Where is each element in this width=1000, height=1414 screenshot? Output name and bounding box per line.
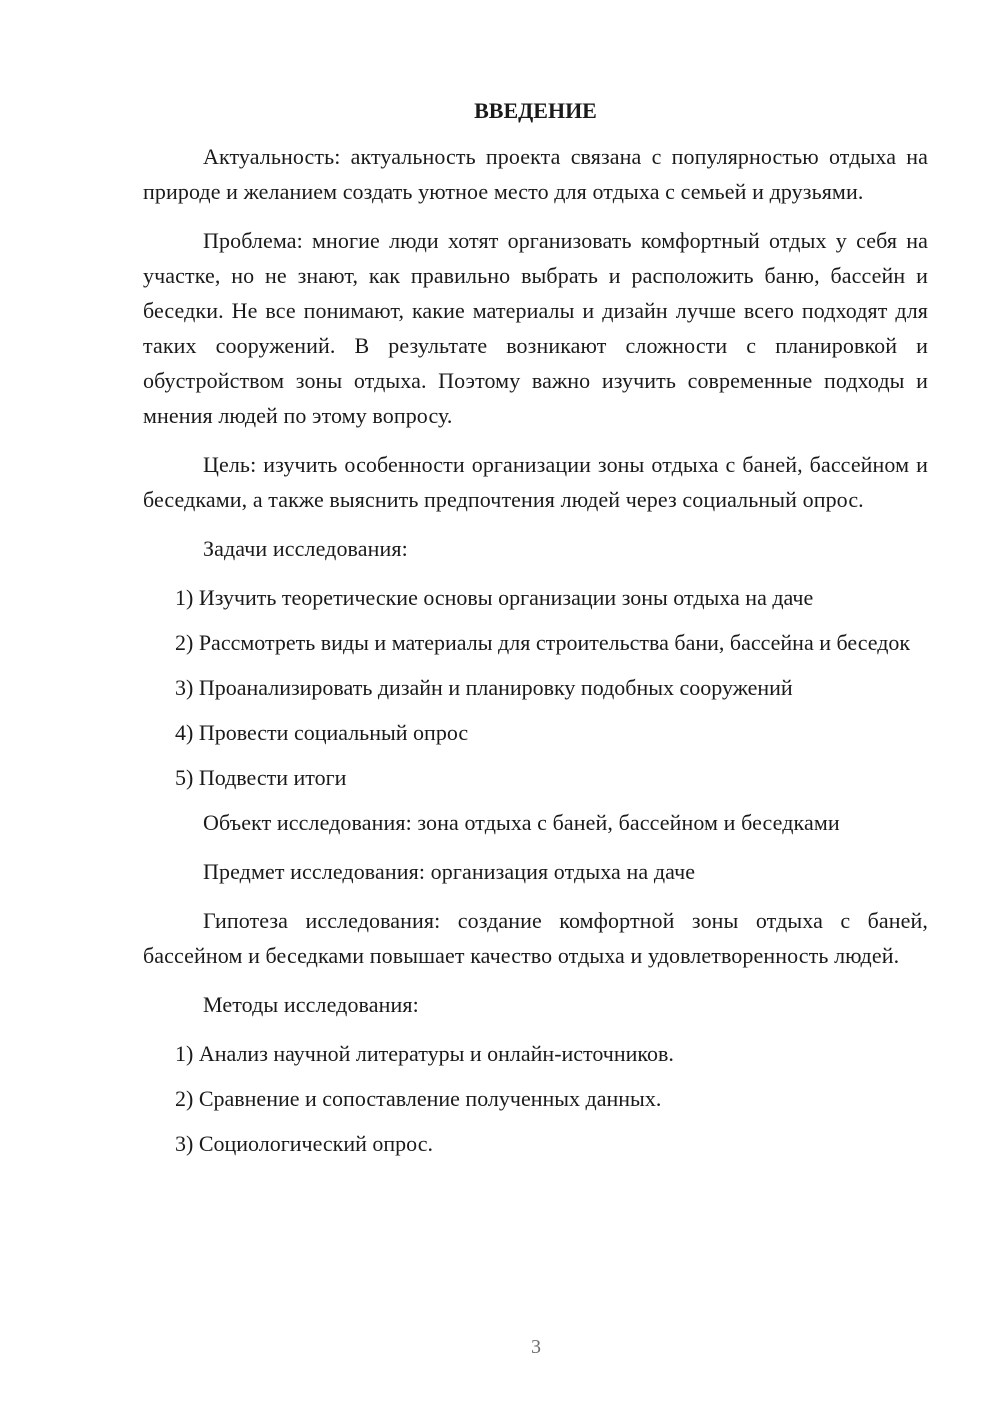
method-item-1: 1) Анализ научной литературы и онлайн-источников. (175, 1041, 674, 1066)
task-item-1: 1) Изучить теоретические основы организации зоны отдыха на даче (175, 585, 814, 610)
task-item-3: 3) Проанализировать дизайн и планировку подобных сооружений (175, 675, 793, 700)
problem-paragraph: Проблема: многие люди хотят организовать комфортный отдых у себя на участке, но не знают, как правильно выбрать и расположить баню, бассейн и беседки. Не все понимают, какие материалы и дизайн лучше всего подходят для таких сооружений. В результате возникают сложности с планировкой и обустройством зоны отдыха. Поэтому важно изучить современные подходы и мнения людей по этому вопросу. (143, 228, 928, 428)
methods-heading: Методы исследования: (203, 992, 419, 1017)
task-item-4: 4) Провести социальный опрос (175, 720, 469, 745)
tasks-heading: Задачи исследования: (203, 536, 408, 561)
page-title: ВВЕДЕНИЕ (474, 98, 597, 123)
task-item-2: 2) Рассмотреть виды и материалы для строительства бани, бассейна и беседок (175, 630, 911, 655)
method-item-2: 2) Сравнение и сопоставление полученных данных. (175, 1086, 662, 1111)
object-paragraph: Объект исследования: зона отдыха с баней, бассейном и беседками (203, 810, 840, 835)
goal-paragraph: Цель: изучить особенности организации зоны отдыха с баней, бассейном и беседками, а также выяснить предпочтения людей через социальный опрос. (143, 452, 928, 512)
subject-paragraph: Предмет исследования: организация отдыха на даче (203, 859, 696, 884)
page-number: 3 (531, 1336, 541, 1358)
relevance-paragraph: Актуальность: актуальность проекта связана с популярностью отдыха на природе и желанием создать уютное место для отдыха с семьей и друзьями. (143, 144, 928, 204)
task-item-5: 5) Подвести итоги (175, 765, 347, 790)
hypothesis-paragraph: Гипотеза исследования: создание комфортной зоны отдыха с баней, бассейном и беседками повышает качество отдыха и удовлетворенность людей. (143, 908, 928, 968)
method-item-3: 3) Социологический опрос. (175, 1131, 433, 1156)
page-content (143, 96, 928, 1171)
